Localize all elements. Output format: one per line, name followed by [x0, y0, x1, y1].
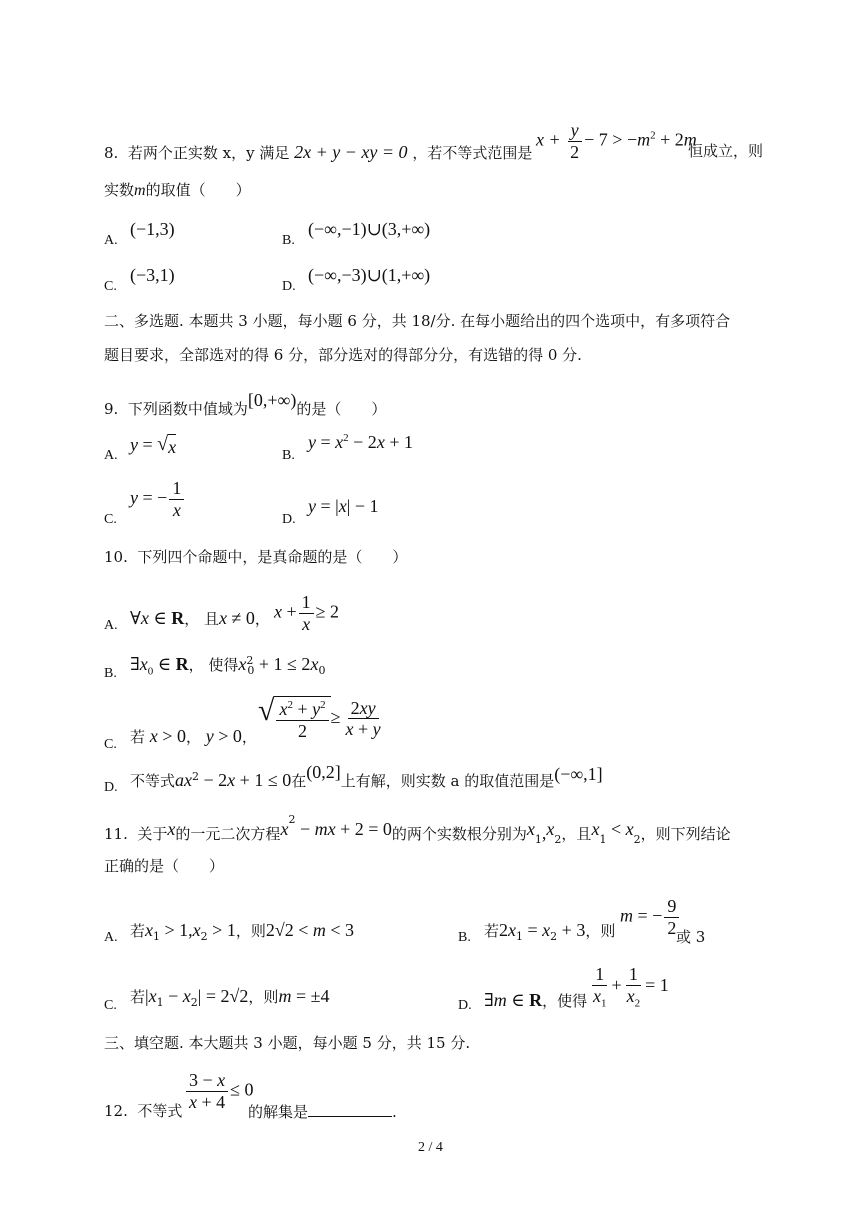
q9-option-b-formula: $y = x^2 - 2x + 1$ [308, 432, 413, 452]
q12-answer-blank[interactable] [308, 1102, 392, 1117]
q8-var-m: m [134, 182, 146, 199]
q10-stem [104, 548, 407, 566]
q8-equation: 2x + y − xy = 0 [294, 142, 408, 162]
q10-option-c-body: 若 x > 0， y > 0， [130, 726, 257, 746]
q10-option-a-formula: x + $\frac{1}{x}$ ≥ 2 [274, 592, 340, 634]
section3-heading: 三、填空题. 本大题共 3 小题，每小题 5 分，共 15 分. [104, 1034, 471, 1052]
q12-stem: 12. 不等式 [104, 1102, 183, 1120]
q10-number: 10. [104, 548, 128, 566]
q10-option-b-label: B. [104, 666, 117, 681]
q11-line1: 11. 关于x的一元二次方程$x^2$ − mx + 2 = 0的两个实数根分别为$x_1,x_2$，且$x_1 < x_2$，则下列结论 [104, 813, 731, 846]
q8-text-4: 实数 [104, 181, 135, 199]
q8-option-a-label: A. [104, 233, 118, 248]
q9-option-b-label: B. [282, 448, 295, 463]
q9-option-c-formula: y = − $\frac{1}{x}$ [130, 478, 186, 520]
q10-option-d-interval-1: (0,2] [306, 762, 341, 782]
q8-option-c-value: (−3,1) [130, 265, 175, 285]
q9-option-a-label: A. [104, 448, 118, 463]
q9-option-d-label: D. [282, 512, 296, 527]
q11-option-d-label: D. [458, 998, 472, 1013]
q11-option-b-text-3: 或 3 [676, 928, 706, 946]
q10-option-d-label: D. [104, 780, 118, 795]
q11-option-c-body: 若$|x_1 - x_2| = 2√2$，则m = ±4 [130, 986, 330, 1009]
q10-option-a-label: A. [104, 618, 118, 633]
q8-option-b-value: (−∞,−1)∪(3,+∞) [308, 219, 431, 239]
q11-option-a-label: A. [104, 930, 118, 945]
q8-text-5: 的取值（ ） [145, 181, 251, 199]
q9-stem [104, 390, 387, 420]
q8-option-d-label: D. [282, 279, 296, 294]
q8-text-2: ，若不等式范围是 [412, 144, 533, 162]
q9-interval: [0,+∞) [247, 390, 297, 410]
q8-inequality: x + $\frac{y}{2}$ − $7 > -m^2 + 2m$ [536, 120, 697, 162]
q10-text-1: 下列四个命题中，是真命题的是（ ） [137, 548, 408, 566]
q12-tail: 的解集是 . [248, 1103, 397, 1121]
q10-option-c-formula: √ $\frac{x^2 + y^2}{2}$ ≥ $\frac{2xy}{x + y}$ [258, 694, 381, 741]
q9-option-c-label: C. [104, 512, 117, 527]
q11-option-a-body: 若$x_1 > 1,x_2 > 1$，则2√2 < m < 3 [130, 920, 355, 943]
q11-option-c-label: C. [104, 998, 117, 1013]
q11-option-b-label: B. [458, 930, 471, 945]
q9-text-1: 下列函数中值域为 [127, 400, 248, 418]
q8-option-c-label: C. [104, 279, 117, 294]
q10-option-d-body: 不等式$ax^2 - 2x + 1 \le 0$在(0,2]上有解，则实数 a 的取值范围是(−∞,1] [130, 762, 603, 790]
q9-option-d-formula: y = |x| − 1 [308, 496, 379, 516]
q10-option-d-interval-2: (−∞,1] [554, 764, 603, 784]
q11-number: 11. [104, 825, 128, 843]
q10-option-c-label: C. [104, 737, 117, 752]
q9-option-a-formula: y = √ x [130, 433, 177, 457]
q8-option-b-label: B. [282, 233, 295, 248]
q8-line1 [104, 142, 532, 164]
q8-option-a-value: (−1,3) [130, 219, 175, 239]
q11-line2: 正确的是（ ） [104, 857, 225, 875]
section2-heading-line1: 二、多选题. 本题共 3 小题，每小题 6 分，共 18/分. 在每小题给出的四个选项中，有多项符合 [104, 312, 731, 330]
q11-option-d-formula: $\frac{1}{x_1}$ + $\frac{1}{x_2}$ = 1 [593, 964, 669, 1010]
q10-option-b-body: $\exists x_0$ ∈ R， 使得$x^2_0 + 1 \le 2x_0$ [130, 654, 326, 678]
q10-option-a-body: ∀x ∈ R， 且x ≠ 0， [130, 608, 270, 628]
q12-formula: $\frac{3 - x}{x + 4}$ ≤ 0 [184, 1070, 254, 1112]
q8-option-d-value: (−∞,−3)∪(1,+∞) [308, 265, 431, 285]
q9-text-2: 的是（ ） [296, 400, 387, 418]
q8-text-3: 恒成立，则 [688, 142, 764, 160]
q8-line2 [104, 181, 251, 200]
q8-number: 8. [104, 144, 119, 162]
q11-option-b-formula: m = − $\frac{9}{2}$ [620, 896, 681, 938]
section2-heading-line2: 题目要求，全部选对的得 6 分，部分选对的得部分分，有选错的得 0 分. [104, 346, 582, 364]
q8-text-1: 若两个正实数 x，y 满足 [127, 144, 290, 162]
q12-number: 12. [104, 1102, 128, 1120]
page-number: 2 / 4 [418, 1140, 443, 1155]
q11-option-b-body: 若$2x_1 = x_2 + 3$，则 [484, 920, 616, 943]
q9-number: 9. [104, 400, 119, 418]
q11-option-d-body: ∃m ∈ R，使得 [484, 990, 588, 1010]
